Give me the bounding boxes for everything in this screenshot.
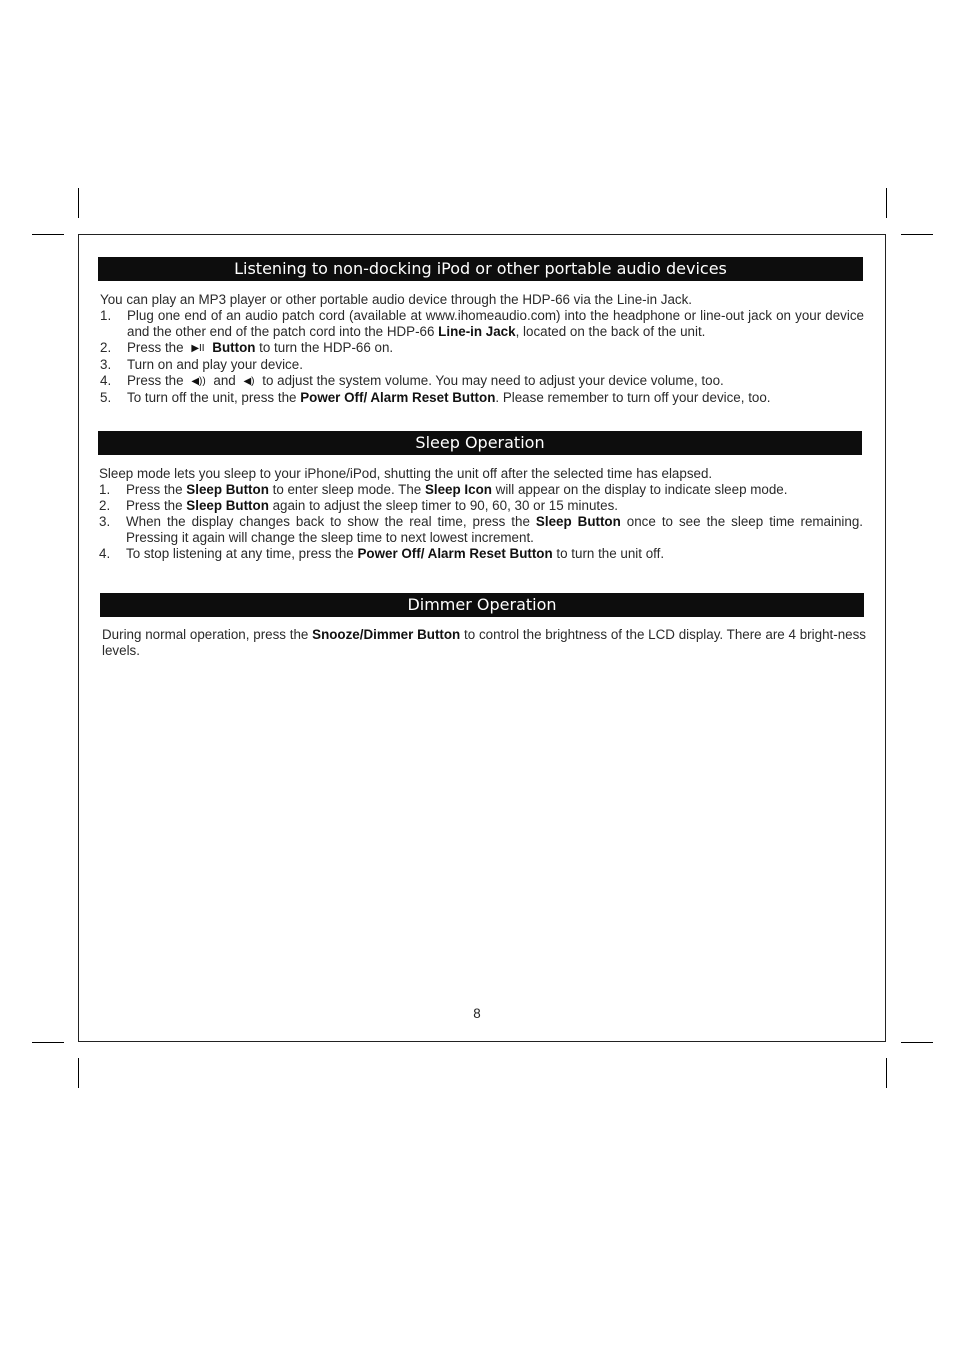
crop-mark: [901, 234, 933, 235]
list-item: 3. When the display changes back to show the real time, press the Sleep Button once to see the sleep time remaining. Pressing it again will change the sleep time to next lowest increment.: [99, 514, 864, 545]
list-item: 5. To turn off the unit, press the Power Off/ Alarm Reset Button. Please remember to turn off your device, too.: [100, 390, 771, 405]
dimmer-text: During normal operation, press the Snooze/Dimmer Button to control the brightness of the LCD display. There are 4 bright-ness levels.: [102, 627, 866, 658]
crop-mark: [32, 1042, 64, 1043]
list-item: 1. Press the Sleep Button to enter sleep mode. The Sleep Icon will appear on the display to indicate sleep mode.: [99, 482, 788, 497]
instruction-list: [99, 482, 863, 562]
crop-mark: [886, 188, 887, 218]
intro-text: You can play an MP3 player or other portable audio device through the HDP-66 via the Line-in Jack.: [100, 292, 693, 307]
section-body-dimmer: [102, 627, 866, 659]
section-title-sleep: Sleep Operation: [98, 431, 862, 455]
volume-up-icon: ◀)): [191, 376, 206, 387]
crop-mark: [901, 1042, 933, 1043]
section-title-dimmer: Dimmer Operation: [100, 593, 864, 617]
instruction-list: [100, 308, 864, 406]
list-item: 4. To stop listening at any time, press the Power Off/ Alarm Reset Button to turn the unit off.: [99, 546, 665, 561]
crop-mark: [78, 1058, 79, 1088]
list-item: 2. Press the ▶II Button to turn the HDP-66 on.: [100, 340, 394, 355]
crop-mark: [32, 234, 64, 235]
section-title-listening: Listening to non-docking iPod or other portable audio devices: [98, 257, 863, 281]
section-body-listening: [100, 292, 864, 406]
crop-mark: [886, 1058, 887, 1088]
list-item: 4. Press the ◀)) and ◀) to adjust the system volume. You may need to adjust your device volume, too.: [100, 373, 724, 388]
list-item: 1. Plug one end of an audio patch cord (available at www.ihomeaudio.com) into the headphone or line-out jack on your device and the other end of the patch cord into the HDP-66 Line-in Jack, located on the back of the unit.: [100, 308, 864, 339]
crop-mark: [78, 188, 79, 218]
play-pause-icon: ▶II: [191, 343, 205, 354]
section-body-sleep: [99, 466, 863, 562]
volume-down-icon: ◀): [243, 376, 255, 387]
list-item: 3. Turn on and play your device.: [100, 357, 303, 372]
page-number: 8: [473, 1006, 481, 1021]
list-item: 2. Press the Sleep Button again to adjust the sleep timer to 90, 60, 30 or 15 minutes.: [99, 498, 618, 513]
intro-text: Sleep mode lets you sleep to your iPhone/iPod, shutting the unit off after the selected time has elapsed.: [99, 466, 713, 481]
